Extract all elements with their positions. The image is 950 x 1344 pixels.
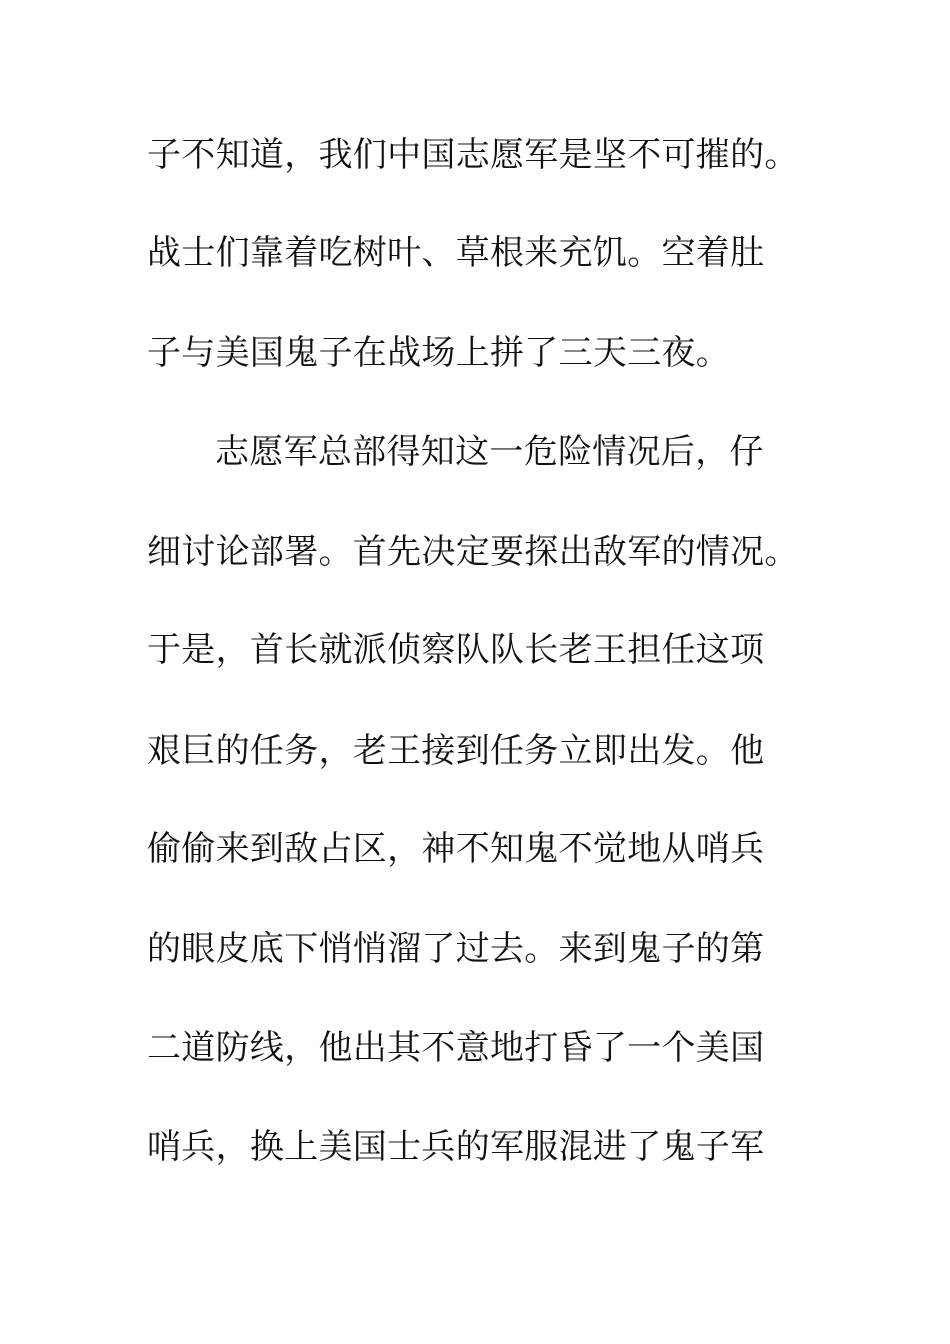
text-line-1: 子不知道，我们中国志愿军是坚不可摧的。	[147, 135, 799, 175]
text-line-8: 偷偷来到敌占区，神不知鬼不觉地从哨兵	[147, 829, 765, 869]
text-line-7: 艰巨的任务，老王接到任务立即出发。他	[147, 731, 765, 771]
text-line-2: 战士们靠着吃树叶、草根来充饥。空着肚	[147, 233, 765, 273]
text-line-9: 的眼皮底下悄悄溜了过去。来到鬼子的第	[147, 929, 765, 969]
text-line-6: 于是，首长就派侦察队队长老王担任这项	[147, 630, 765, 670]
text-line-11: 哨兵，换上美国士兵的军服混进了鬼子军	[147, 1127, 765, 1167]
text-line-3: 子与美国鬼子在战场上拼了三天三夜。	[147, 333, 731, 373]
paragraph-start-line: 志愿军总部得知这一危险情况后，仔	[215, 432, 764, 472]
text-line-5: 细讨论部署。首先决定要探出敌军的情况。	[147, 532, 799, 572]
text-line-10: 二道防线，他出其不意地打昏了一个美国	[147, 1028, 765, 1068]
